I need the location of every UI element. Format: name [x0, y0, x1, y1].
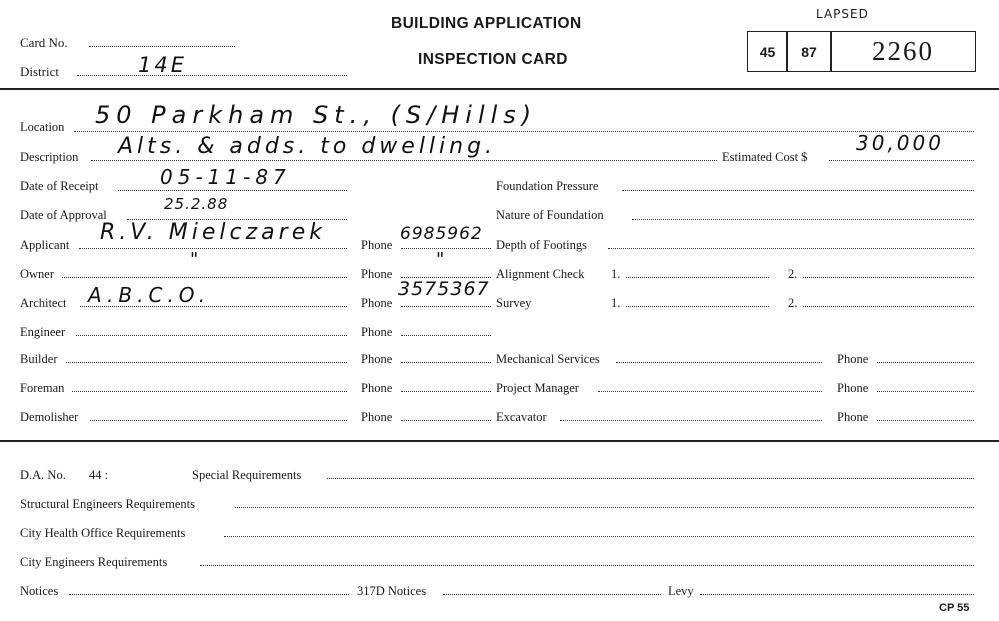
details-divider	[0, 440, 999, 442]
engineer-label: Engineer	[20, 325, 66, 339]
alignment-check-label: Alignment Check	[496, 267, 585, 281]
engineer-phone-label: Phone	[361, 325, 393, 339]
district-line	[77, 75, 347, 76]
alignment-check-line2	[803, 277, 974, 278]
structural-requirements-line	[235, 507, 974, 508]
architect-phone-line	[401, 306, 491, 307]
applicant-phone-value: 6985962	[400, 224, 483, 244]
architect-phone-label: Phone	[361, 296, 393, 310]
estimated-cost-line	[829, 160, 974, 161]
card-box-b: 87	[786, 31, 832, 72]
excavator-label: Excavator	[496, 410, 547, 424]
project-manager-phone-label: Phone	[837, 381, 869, 395]
owner-label: Owner	[20, 267, 55, 281]
excavator-phone-line	[877, 420, 974, 421]
survey-num2: 2.	[788, 296, 798, 310]
date-approval-label: Date of Approval	[20, 208, 107, 222]
district-value: 14E	[138, 53, 187, 77]
notices-317d-line	[443, 594, 661, 595]
depth-footings-line	[608, 248, 974, 249]
notices-line	[69, 594, 349, 595]
date-receipt-value: 05-11-87	[160, 165, 291, 189]
foreman-phone-line	[401, 391, 491, 392]
da-no-value: 44 :	[89, 468, 109, 482]
architect-value: A.B.C.O.	[88, 283, 211, 307]
health-requirements-line	[224, 536, 974, 537]
date-receipt-line	[118, 190, 347, 191]
foreman-label: Foreman	[20, 381, 65, 395]
card-title-line2: INSPECTION CARD	[418, 51, 568, 68]
date-receipt-label: Date of Receipt	[20, 179, 99, 193]
mechanical-line	[616, 362, 822, 363]
applicant-value: R.V. Mielczarek	[100, 220, 326, 245]
card-title-line1: BUILDING APPLICATION	[391, 15, 582, 32]
builder-label: Builder	[20, 352, 58, 366]
owner-value: "	[190, 249, 200, 270]
engineer-line	[76, 335, 347, 336]
card-box-a: 45	[747, 31, 788, 72]
alignment-check-line1	[626, 277, 769, 278]
survey-line2	[803, 306, 974, 307]
nature-foundation-line	[632, 219, 974, 220]
nature-foundation-label: Nature of Foundation	[496, 208, 604, 222]
levy-label: Levy	[668, 584, 694, 598]
location-value: 50 Parkham St., (S/Hills)	[95, 101, 538, 129]
card-no-label: Card No.	[20, 35, 68, 50]
levy-line	[700, 594, 974, 595]
district-label: District	[20, 64, 59, 79]
notices-317d-label: 317D Notices	[357, 584, 427, 598]
da-no-label: D.A. No.	[20, 468, 66, 482]
foundation-pressure-label: Foundation Pressure	[496, 179, 599, 193]
foreman-phone-label: Phone	[361, 381, 393, 395]
structural-requirements-label: Structural Engineers Requirements	[20, 497, 195, 511]
builder-line	[66, 362, 347, 363]
excavator-line	[560, 420, 822, 421]
project-manager-label: Project Manager	[496, 381, 579, 395]
special-requirements-label: Special Requirements	[192, 468, 302, 482]
description-value: Alts. & adds. to dwelling.	[118, 134, 497, 159]
demolisher-label: Demolisher	[20, 410, 79, 424]
description-label: Description	[20, 150, 79, 164]
owner-line	[62, 277, 347, 278]
project-manager-phone-line	[877, 391, 974, 392]
notices-label: Notices	[20, 584, 59, 598]
lapsed-stamp: LAPSED	[816, 7, 869, 21]
applicant-label: Applicant	[20, 238, 70, 252]
survey-num1: 1.	[611, 296, 621, 310]
project-manager-line	[598, 391, 822, 392]
builder-phone-line	[401, 362, 491, 363]
owner-phone-label: Phone	[361, 267, 393, 281]
header-divider	[0, 88, 999, 90]
depth-footings-label: Depth of Footings	[496, 238, 587, 252]
foundation-pressure-line	[622, 190, 974, 191]
foreman-line	[72, 391, 347, 392]
applicant-line	[79, 248, 347, 249]
excavator-phone-label: Phone	[837, 410, 869, 424]
location-label: Location	[20, 120, 65, 134]
city-engineers-requirements-line	[200, 565, 974, 566]
date-approval-value: 25.2.88	[164, 195, 229, 213]
estimated-cost-value: 30,000	[856, 131, 944, 155]
form-code: CP 55	[939, 602, 970, 614]
applicant-phone-label: Phone	[361, 238, 393, 252]
demolisher-phone-label: Phone	[361, 410, 393, 424]
demolisher-phone-line	[401, 420, 491, 421]
survey-line1	[626, 306, 769, 307]
alignment-check-num2: 2.	[788, 267, 798, 281]
alignment-check-num1: 1.	[611, 267, 621, 281]
card-serial-number: 2260	[830, 31, 976, 72]
demolisher-line	[90, 420, 347, 421]
special-requirements-line	[327, 478, 974, 479]
city-engineers-requirements-label: City Engineers Requirements	[20, 555, 168, 569]
mechanical-phone-label: Phone	[837, 352, 869, 366]
owner-phone-value: "	[436, 249, 446, 270]
description-line	[91, 160, 717, 161]
architect-label: Architect	[20, 296, 67, 310]
mechanical-phone-line	[877, 362, 974, 363]
estimated-cost-label: Estimated Cost $	[722, 150, 808, 164]
health-requirements-label: City Health Office Requirements	[20, 526, 186, 540]
architect-phone-value: 3575367	[398, 278, 490, 300]
applicant-phone-line	[401, 248, 491, 249]
survey-label: Survey	[496, 296, 532, 310]
builder-phone-label: Phone	[361, 352, 393, 366]
card-no-line	[89, 46, 235, 47]
location-line	[74, 131, 974, 132]
engineer-phone-line	[401, 335, 491, 336]
mechanical-label: Mechanical Services	[496, 352, 600, 366]
